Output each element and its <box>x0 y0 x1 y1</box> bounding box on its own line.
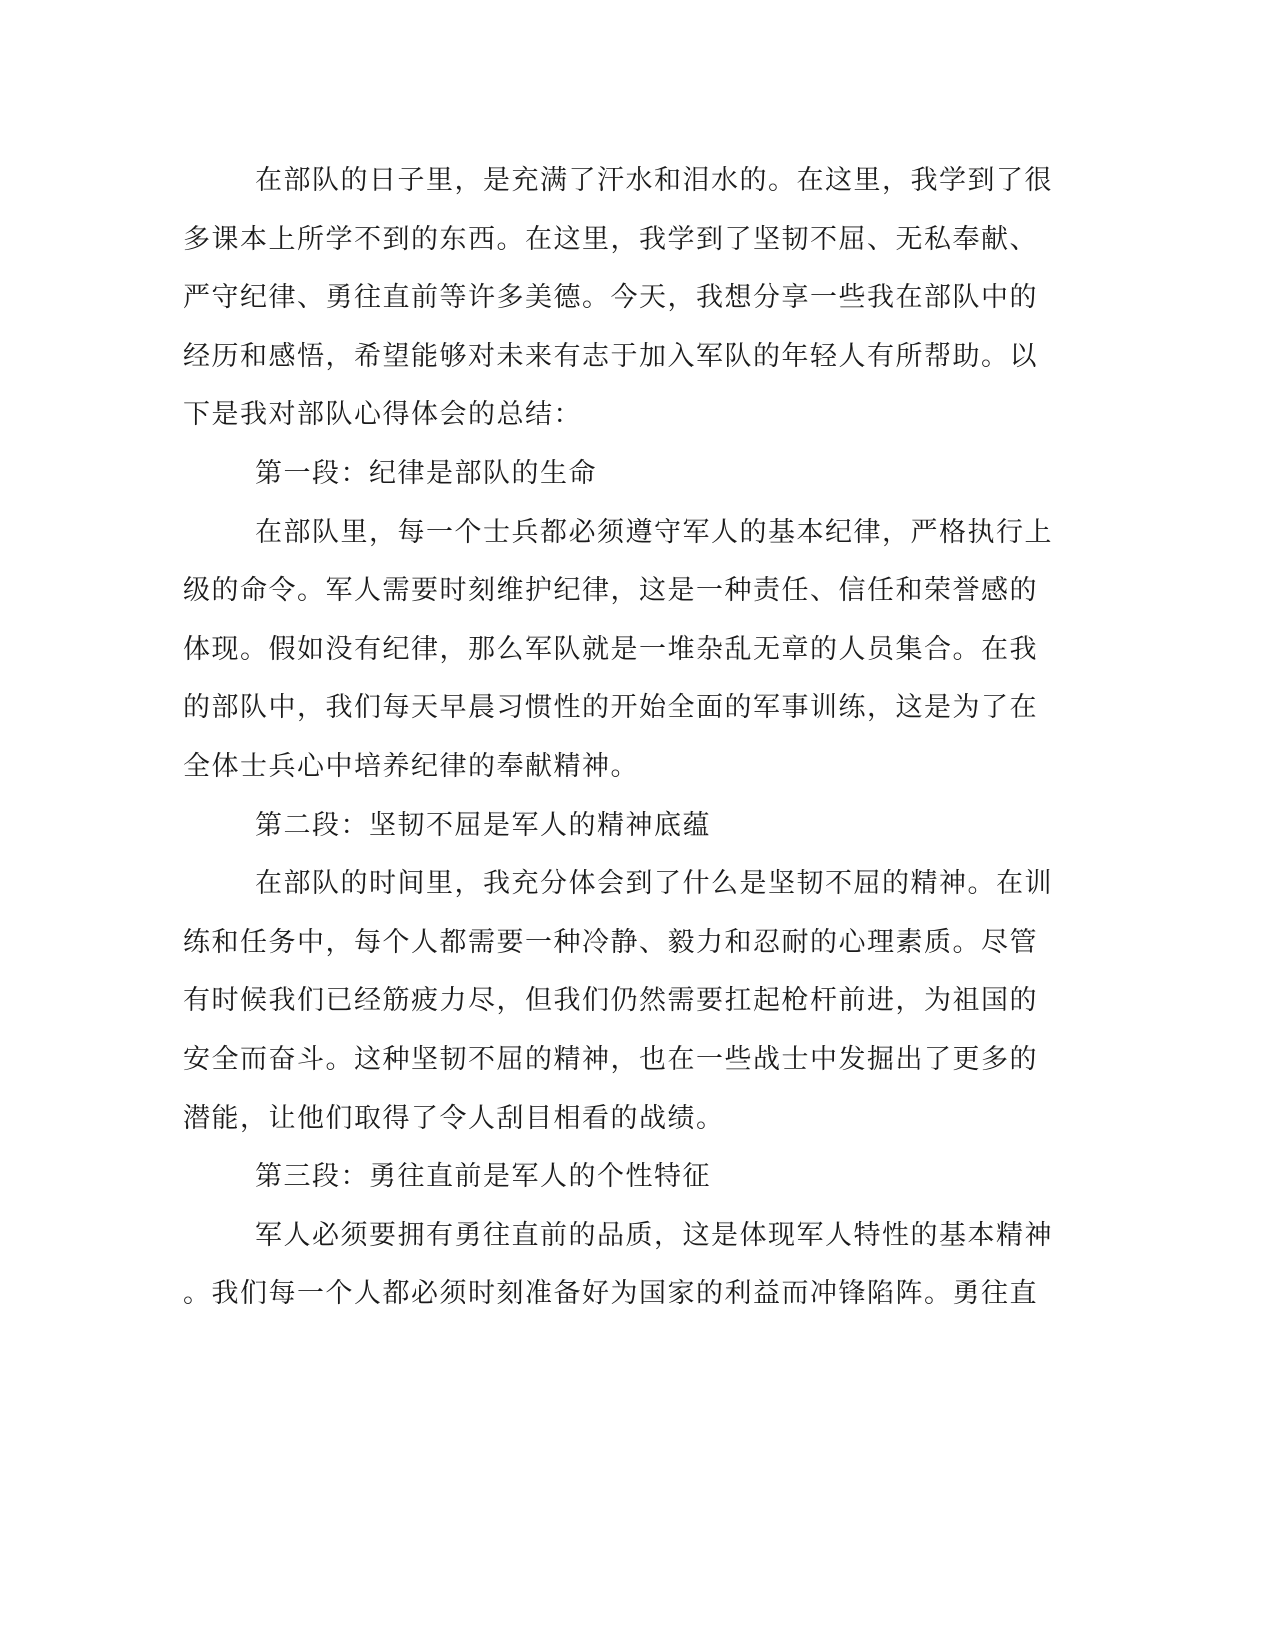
paragraph-1-line-5: 全体士兵心中培养纪律的奉献精神。 <box>183 750 639 782</box>
section-heading-2: 第二段：坚韧不屈是军人的精神底蕴 <box>255 809 711 841</box>
document-body <box>183 152 1053 1324</box>
paragraph-3-line-2: 。我们每一个人都必须时刻准备好为国家的利益而冲锋陷阵。勇往直 <box>183 1278 1038 1310</box>
paragraph-2-line-5: 潜能，让他们取得了令人刮目相看的战绩。 <box>183 1102 725 1134</box>
paragraph-intro-line-3: 严守纪律、勇往直前等许多美德。今天，我想分享一些我在部队中的 <box>183 282 1038 314</box>
paragraph-intro-line-1: 在部队的日子里，是充满了汗水和泪水的。在这里，我学到了很 <box>255 165 1053 196</box>
paragraph-intro-line-5: 下是我对部队心得体会的总结： <box>183 399 582 431</box>
paragraph-1-line-4: 的部队中，我们每天早晨习惯性的开始全面的军事训练，这是为了在 <box>183 692 1038 724</box>
paragraph-2-line-4: 安全而奋斗。这种坚韧不屈的精神，也在一些战士中发掘出了更多的 <box>183 1043 1038 1075</box>
paragraph-1-line-2: 级的命令。军人需要时刻维护纪律，这是一种责任、信任和荣誉感的 <box>183 575 1038 607</box>
paragraph-3-line-1: 军人必须要拥有勇往直前的品质，这是体现军人特性的基本精神 <box>255 1219 1053 1251</box>
paragraph-2-line-1: 在部队的时间里，我充分体会到了什么是坚韧不屈的精神。在训 <box>255 868 1053 900</box>
paragraph-1-line-1: 在部队里，每一个士兵都必须遵守军人的基本纪律，严格执行上 <box>255 516 1053 548</box>
paragraph-intro-line-4: 经历和感悟，希望能够对未来有志于加入军队的年轻人有所帮助。以 <box>183 340 1038 372</box>
section-heading-1: 第一段：纪律是部队的生命 <box>255 457 597 489</box>
paragraph-2-line-2: 练和任务中，每个人都需要一种冷静、毅力和忍耐的心理素质。尽管 <box>183 926 1038 958</box>
paragraph-intro-line-2: 多课本上所学不到的东西。在这里，我学到了坚韧不屈、无私奉献、 <box>183 223 1038 255</box>
paragraph-1-line-3: 体现。假如没有纪律，那么军队就是一堆杂乱无章的人员集合。在我 <box>183 633 1038 665</box>
section-heading-3: 第三段：勇往直前是军人的个性特征 <box>255 1161 711 1193</box>
paragraph-2-line-3: 有时候我们已经筋疲力尽，但我们仍然需要扛起枪杆前进，为祖国的 <box>183 985 1038 1017</box>
